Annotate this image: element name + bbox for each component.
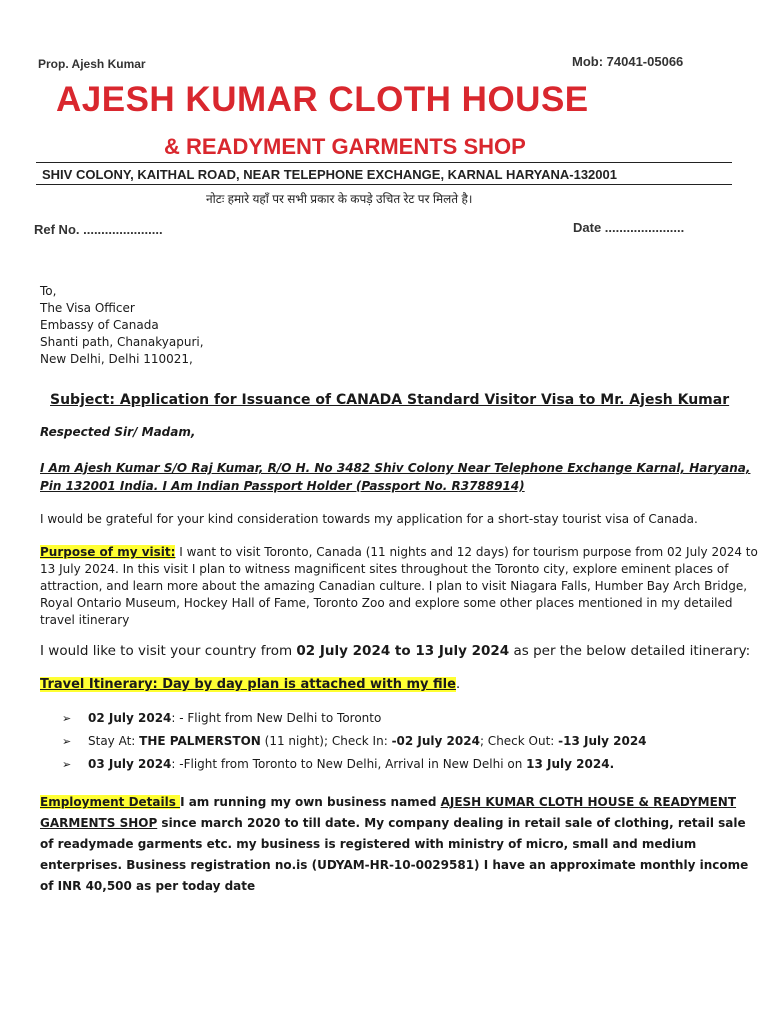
- shop-address: SHIV COLONY, KAITHAL ROAD, NEAR TELEPHONE EXCHANGE, KARNAL HARYANA-132001: [42, 167, 617, 182]
- recipient-line: Embassy of Canada: [40, 318, 159, 332]
- letter-body: [40, 283, 760, 897]
- intro-paragraph: I Am Ajesh Kumar S/O Raj Kumar, R/O H. No 3482 Shiv Colony Near Telephone Exchange Karnal, Haryana, Pin 132001 India. I Am Indian Passport Holder (Passport No. R3788914): [40, 461, 751, 493]
- proprietor-name: Prop. Ajesh Kumar: [38, 57, 146, 71]
- itinerary-text: Stay At:: [88, 734, 140, 748]
- employment-label: Employment Details: [40, 795, 181, 809]
- itinerary-date: 13 July 2024: [526, 757, 610, 771]
- check-in-date: -02 July 2024: [391, 734, 480, 748]
- arrow-bullet-icon: ➢: [62, 712, 72, 725]
- arrow-bullet-icon: ➢: [62, 735, 72, 748]
- itinerary-text: (11 night); Check In:: [260, 734, 392, 748]
- ref-number: Ref No. ......................: [34, 222, 163, 237]
- visit-dates-line: [40, 643, 760, 660]
- recipient-line: The Visa Officer: [40, 301, 135, 315]
- list-item: [62, 707, 760, 730]
- grateful-paragraph: I would be grateful for your kind consideration towards my application for a short-stay tourist visa of Canada.: [40, 512, 698, 526]
- itinerary-text: : -Flight from Toronto to New Delhi, Arrival in New Delhi on: [171, 757, 527, 771]
- itinerary-text: .: [609, 757, 615, 771]
- visit-line-text: as per the below detailed itinerary:: [509, 643, 751, 659]
- itinerary-list: [62, 707, 760, 776]
- itinerary-date: 02 July 2024: [88, 711, 172, 725]
- shop-title: AJESH KUMAR CLOTH HOUSE: [56, 80, 589, 119]
- employment-text: since march 2020 to till date. My company dealing in retail sale of clothing, retail sale of readymade garments etc. my business is registered with ministry of micro, small and medium enterprises. Business registration no.is (UDYAM-HR-10-0029581) I have an approximate monthly income of INR 40,500 as per today date: [40, 816, 749, 893]
- hindi-note: नोटः हमारे यहाँ पर सभी प्रकार के कपड़े उचित रेट पर मिलते है।: [206, 192, 473, 206]
- recipient-line: Shanti path, Chanakyapuri,: [40, 335, 204, 349]
- list-item: [62, 730, 760, 753]
- recipient-to: To,: [40, 284, 57, 298]
- visit-line-text: I would like to visit your country from: [40, 643, 297, 659]
- visit-dates: 02 July 2024 to 13 July 2024: [296, 643, 510, 659]
- recipient-line: New Delhi, Delhi 110021,: [40, 352, 193, 366]
- purpose-label: Purpose of my visit:: [40, 545, 176, 559]
- shop-subtitle: & READYMENT GARMENTS SHOP: [164, 134, 526, 159]
- recipient-address: [40, 283, 760, 368]
- divider-bottom: [36, 184, 732, 185]
- divider-top: [36, 162, 732, 163]
- mobile-number: Mob: 74041-05066: [572, 54, 684, 69]
- hotel-name: THE PALMERSTON: [139, 734, 261, 748]
- itinerary-text: : - Flight from New Delhi to Toronto: [171, 711, 382, 725]
- itinerary-text: ; Check Out:: [479, 734, 559, 748]
- business-name: AJESH KUMAR CLOTH HOUSE & READYMENT GARMENTS SHOP: [40, 795, 737, 830]
- date-field: Date ......................: [573, 220, 685, 235]
- subject-line: Subject: Application for Issuance of CANADA Standard Visitor Visa to Mr. Ajesh Kumar: [50, 392, 730, 408]
- itinerary-title-wrap: Travel Itinerary: Day by day plan is attached with my file.: [40, 677, 461, 692]
- arrow-bullet-icon: ➢: [62, 758, 72, 771]
- check-out-date: -13 July 2024: [558, 734, 647, 748]
- employment-text: I am running my own business named: [180, 795, 441, 809]
- salutation: Respected Sir/ Madam,: [40, 425, 196, 439]
- employment-paragraph: [40, 792, 760, 897]
- purpose-text: I want to visit Toronto, Canada (11 nights and 12 days) for tourism purpose from 02 July 2024 to 13 July 2024. In this visit I plan to witness magnificent sites throughout the Toronto city, explore eminent places of attraction, and learn more about the amazing Canadian culture. I plan to visit Niagara Falls, Humber Bay Arch Bridge, Royal Ontario Museum, Hockey Hall of Fame, Toronto Zoo and explore some other places mentioned in my detailed travel itinerary: [40, 545, 758, 627]
- list-item: [62, 753, 760, 776]
- purpose-paragraph: [40, 544, 760, 629]
- itinerary-title: Travel Itinerary: Day by day plan is attached with my file: [40, 677, 456, 692]
- itinerary-date: 03 July 2024: [88, 757, 172, 771]
